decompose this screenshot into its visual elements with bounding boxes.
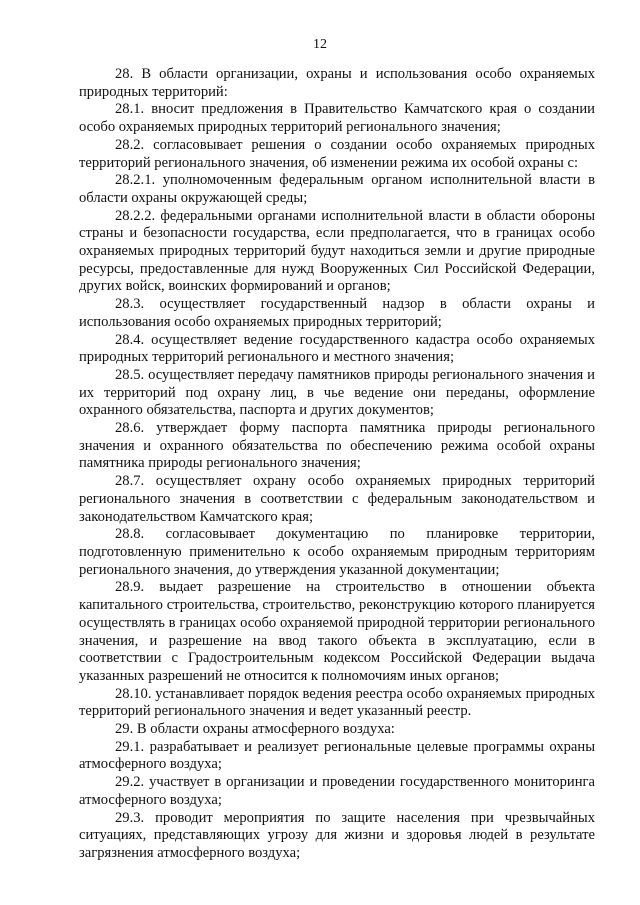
paragraph-28-2: 28.2. согласовывает решения о создании особо охраняемых природных территорий регионального значения, об изменении режима их особой охраны с: [79, 136, 595, 171]
paragraph-28-9: 28.9. выдает разрешение на строительство в отношении объекта капитального строительства, строительство, реконструкцию которого планируется осуществлять в границах особо охраняемой природной территории регионального значения, и разрешение на ввод такого объекта в эксплуатацию, если в соответствии с Градостроительным кодексом Российской Федерации выдача указанных разрешений не относится к полномочиям иных органов; [79, 579, 595, 684]
document-body [79, 66, 595, 863]
paragraph-29: 29. В области охраны атмосферного воздуха: [115, 721, 395, 738]
paragraph-28: 28. В области организации, охраны и использования особо охраняемых природных территорий: [79, 66, 595, 100]
paragraph-28-5: 28.5. осуществляет передачу памятников природы регионального значения и их территорий под охрану лиц, в чье ведение они переданы, оформление охранного обязательства, паспорта и других документов; [79, 366, 595, 419]
paragraph-28-7: 28.7. осуществляет охрану особо охраняемых природных территорий регионального значения в соответствии с федеральным законодательством и законодательством Камчатского края; [79, 473, 595, 525]
paragraph-28-4: 28.4. осуществляет ведение государственного кадастра особо охраняемых природных территорий регионального и местного значения; [79, 331, 595, 366]
page-number: 12 [313, 37, 327, 52]
paragraph-28-8: 28.8. согласовывает документацию по планировке территории, подготовленную применительно к особо охраняемым природным территориям регионального значения, до утверждения указанной документации; [79, 526, 595, 578]
paragraph-28-2-1: 28.2.1. уполномоченным федеральным органом исполнительной власти в области охраны окружающей среды; [79, 172, 595, 206]
paragraph-28-1: 28.1. вносит предложения в Правительство Камчатского края о создании особо охраняемых природных территорий регионального значения; [79, 101, 595, 136]
paragraph-28-3: 28.3. осуществляет государственный надзор в области охраны и использования особо охраняемых природных территорий; [79, 296, 595, 330]
paragraph-28-2-2: 28.2.2. федеральными органами исполнительной власти в области обороны страны и безопасности государства, если предполагается, что в границах особо охраняемых природных территорий будут находиться земли и другие природные ресурсы, предоставленные для нужд Вооруженных Сил Российской Федерации, других войск, воинских формирований и органов; [79, 207, 595, 295]
paragraph-29-3: 29.3. проводит мероприятия по защите населения при чрезвычайных ситуациях, представляющих угрозу для жизни и здоровья людей в результате загрязнения атмосферного воздуха; [79, 809, 595, 861]
paragraph-28-10: 28.10. устанавливает порядок ведения реестра особо охраняемых природных территорий регионального значения и ведет указанный реестр. [79, 685, 595, 720]
paragraph-28-6: 28.6. утверждает форму паспорта памятника природы регионального значения и охранного обязательства по обеспечению режима особой охраны памятника природы регионального значения; [79, 420, 595, 472]
paragraph-29-2: 29.2. участвует в организации и проведении государственного мониторинга атмосферного воздуха; [79, 774, 595, 808]
paragraph-29-1: 29.1. разрабатывает и реализует региональные целевые программы охраны атмосферного воздуха; [79, 738, 595, 773]
